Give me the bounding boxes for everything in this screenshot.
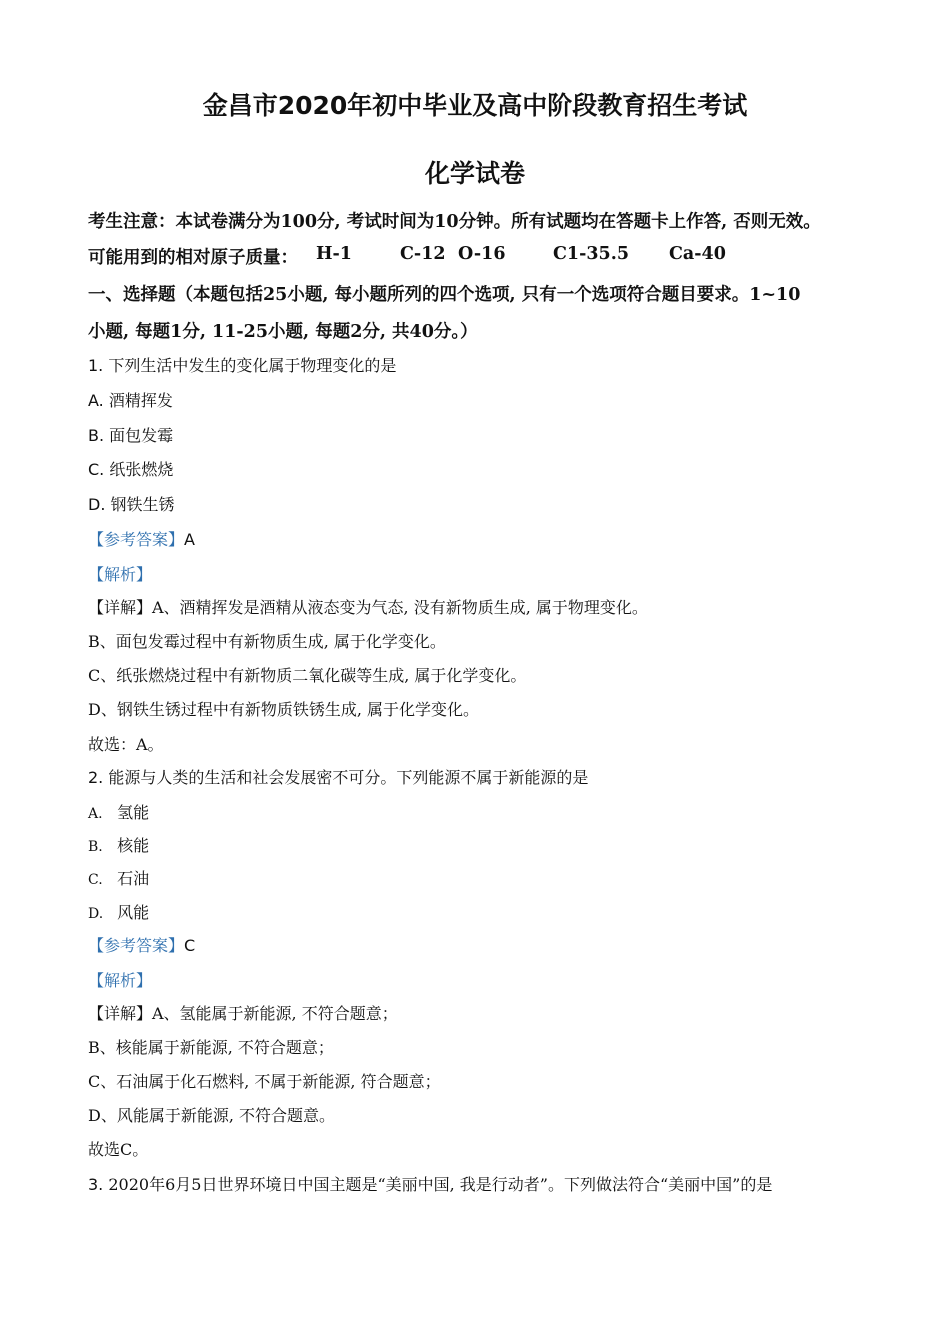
q1-analysis-label: 【解析】 [88,565,153,584]
question-2-stem: 2. 能源与人类的生活和社会发展密不可分。下列能源不属于新能源的是 [88,768,589,787]
q1-detail-4: D、钢铁生锈过程中有新物质铁锈生成, 属于化学变化。 [88,700,480,719]
section-heading-line1: 一、选择题（本题包括25小题, 每小题所列的四个选项, 只有一个选项符合题目要求。1~10 [88,285,801,305]
q2-detail-3: C、石油属于化石燃料, 不属于新能源, 符合题意； [88,1072,441,1091]
q2-option-a: A. 氢能 [88,803,150,822]
q1-conclusion: 故选：A。 [88,735,164,754]
q1-option-c: C. 纸张燃烧 [88,460,174,479]
mass-o: O-16 [458,244,506,264]
page-title: 金昌市2020年初中毕业及高中阶段教育招生考试 [202,91,748,120]
question-3-number: 3. [88,1175,104,1194]
q2-option-b: B. 核能 [88,836,150,855]
q1-option-d: D. 钢铁生锈 [88,495,175,514]
page-subtitle: 化学试卷 [424,159,525,188]
q2-analysis-label: 【解析】 [88,971,153,990]
mass-ca: Ca-40 [669,244,726,264]
question-1-number: 1. [88,356,104,375]
q1-option-b: B. 面包发霉 [88,426,174,445]
atomic-mass-label: 可能用到的相对原子质量： [88,248,298,268]
exam-notice: 考生注意：本试卷满分为100分, 考试时间为10分钟。所有试题均在答题卡上作答, 否则无效。 [88,212,821,232]
question-3-stem: 3. 2020年6月5日世界环境日中国主题是“美丽中国, 我是行动者”。下列做法符合“美丽中国”的是 [88,1175,773,1194]
q2-detail-2: B、核能属于新能源, 不符合题意； [88,1038,334,1057]
mass-cl: C1-35.5 [553,244,629,264]
question-1-stem: 1. 下列生活中发生的变化属于物理变化的是 [88,356,397,375]
q2-option-d: D. 风能 [88,903,150,922]
mass-c: C-12 [400,244,446,264]
q2-detail-1: 【详解】A、氢能属于新能源, 不符合题意； [88,1004,398,1023]
q2-conclusion: 故选C。 [88,1140,149,1159]
q2-detail-4: D、风能属于新能源, 不符合题意。 [88,1106,336,1125]
mass-h: H-1 [316,244,352,264]
question-2-number: 2. [88,768,104,787]
q1-detail-2: B、面包发霉过程中有新物质生成, 属于化学变化。 [88,632,446,651]
q1-detail-3: C、纸张燃烧过程中有新物质二氧化碳等生成, 属于化学变化。 [88,666,527,685]
q1-detail-1: 【详解】A、酒精挥发是酒精从液态变为气态, 没有新物质生成, 属于物理变化。 [88,598,648,617]
q1-option-a: A. 酒精挥发 [88,391,173,410]
atomic-mass-line [88,244,868,268]
q1-answer: 【参考答案】A [88,530,195,549]
section-heading-line2: 小题, 每题1分, 11-25小题, 每题2分, 共40分。） [88,322,478,342]
q2-answer: 【参考答案】C [88,936,196,955]
q2-option-c: C. 石油 [88,869,150,888]
